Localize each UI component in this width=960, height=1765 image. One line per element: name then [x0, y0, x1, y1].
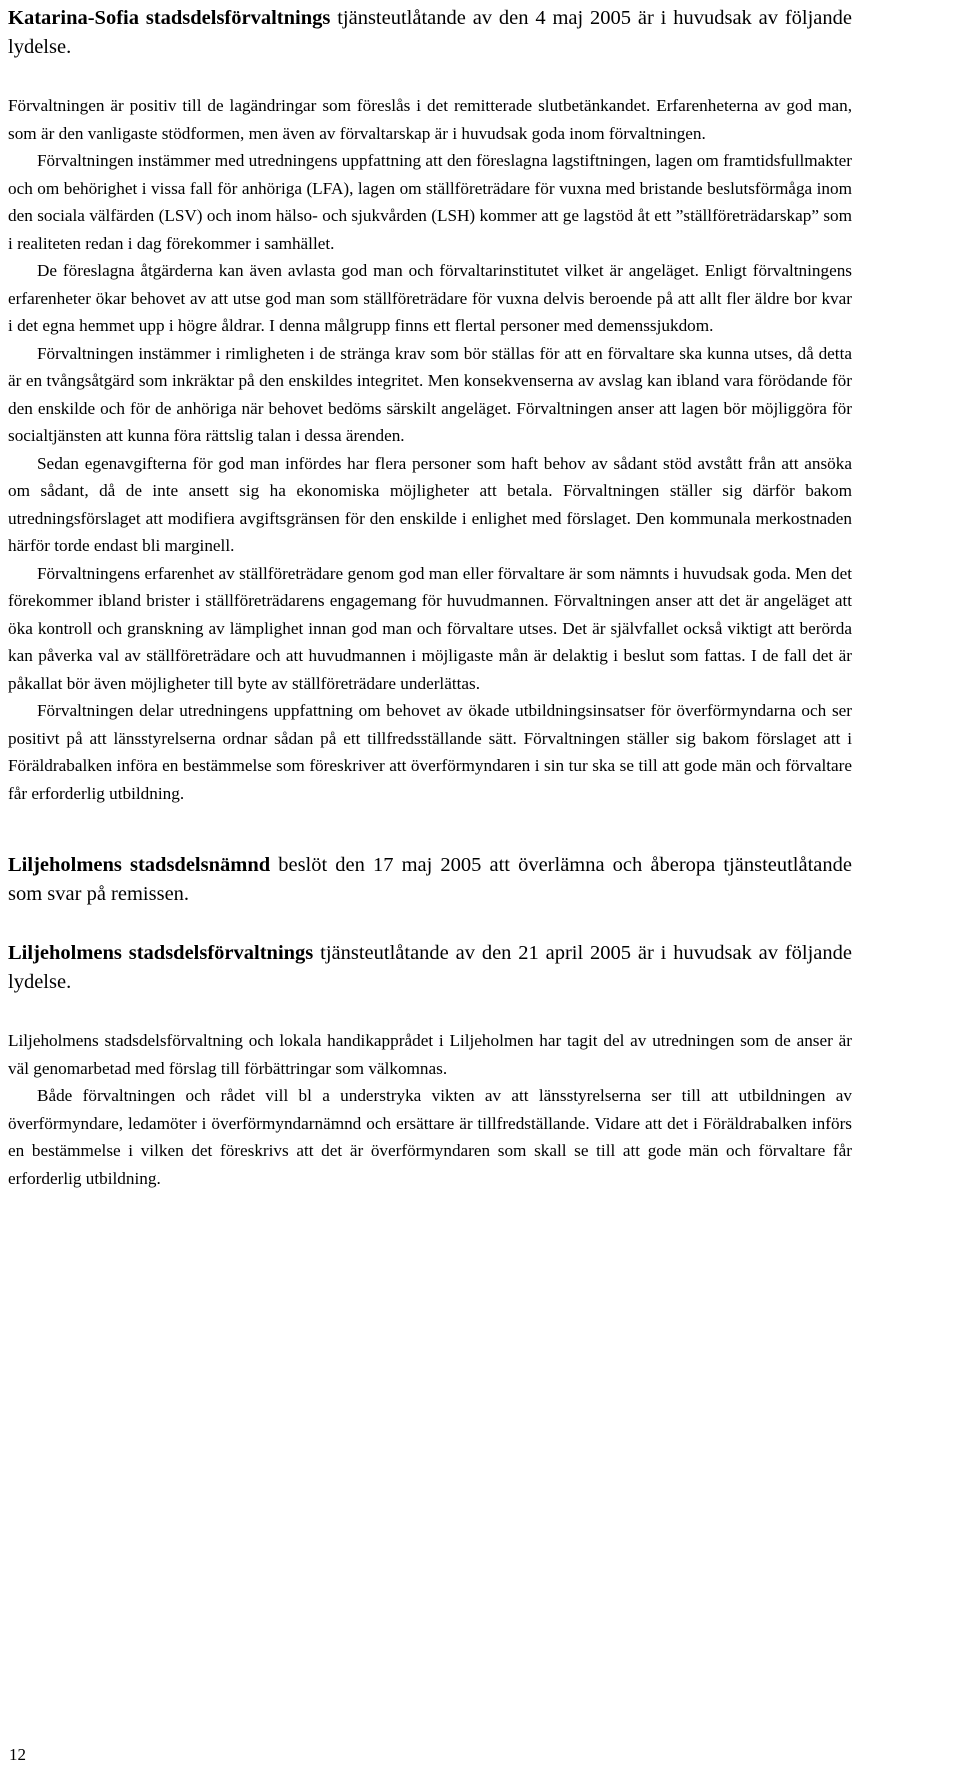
page-number: 12	[9, 1745, 26, 1764]
paragraph: Förvaltningens erfarenhet av ställföreträdare genom god man eller förvaltare är som nämnts i huvudsak goda. Men det förekommer ibland brister i ställföreträdarens engagemang för huvudmannen. Förvaltningen anser att det är angeläget att öka kontroll och granskning av lämplighet innan god man och förvaltare utses. Det är självfallet också viktigt att berörda kan påverka val av ställföreträdare och att huvudmannen i möjligaste mån är delaktig i beslut som fattas. I de fall det är påkallat bör även möjligheter till byte av ställföreträdare underlättas.	[8, 563, 852, 693]
heading-org-name: Liljeholmens stadsdelsnämnd	[8, 854, 271, 876]
heading-org-name: Liljeholmens stadsdelsförvaltnings	[8, 942, 314, 964]
paragraph: Både förvaltningen och rådet vill bl a understryka vikten av att länsstyrelserna ser till att utbildningen av överförmyndare, ledamöter i överförmyndarnämnd och ersättare är tillfredställande. Vidare att det i Föräldrabalken införs en bestämmelse i vilken det föreskrivs att det är överförmyndaren som skall se till att gode män och förvaltare får erforderlig utbildning.	[8, 1086, 852, 1188]
paragraph: Förvaltningen instämmer i rimligheten i de stränga krav som bör ställas för att en förvaltare ska kunna utses, då detta är en tvångsåtgärd som inkräktar på den enskildes integritet. Men konsekvenserna av avslag kan ibland vara förödande för den enskilde och för de anhöriga när behovet bedöms särskilt angeläget. Förvaltningen anser att lagen bör möjliggöra för socialtjänsten att kunna föra rättslig talan i dessa ärenden.	[8, 343, 852, 445]
heading-katarina-sofia	[8, 4, 852, 62]
paragraph: Förvaltningen delar utredningens uppfattning om behovet av ökade utbildningsinsatser för överförmyndarna och ser positivt på att länsstyrelserna ordnar sådan på ett tillfredsställande sätt. Förvaltningen ställer sig bakom förslaget att i Föräldrabalken införa en bestämmelse som föreskriver att överförmyndaren i sin tur ska se till att gode män och förvaltare får erforderlig utbildning.	[8, 701, 852, 803]
paragraph: De föreslagna åtgärderna kan även avlasta god man och förvaltarinstitutet vilket är angeläget. Enligt förvaltningens erfarenheter ökar behovet av att utse god man som ställföreträdare för vuxna delvis beroende på att allt fler äldre bor kvar i det egna hemmet upp i högre åldrar. I denna målgrupp finns ett flertal personer med demenssjukdom.	[8, 261, 852, 335]
heading-text: beslöt den 17 maj 2005 att överlämna och åberopa tjänsteutlåtande som svar på remissen.	[8, 854, 852, 905]
paragraph: Sedan egenavgifterna för god man infördes har flera personer som haft behov av sådant stöd avstått från att ansöka om sådant, då de inte ansett sig ha ekonomiska möjligheter att betala. Förvaltningen ställer sig därför bakom utredningsförslaget att modifiera avgiftsgränsen för den enskilde i enlighet med förslaget. Den kommunala merkostnaden härför torde endast bli marginell.	[8, 453, 852, 555]
paragraph: Förvaltningen är positiv till de lagändringar som föreslås i det remitterade slutbetänkandet. Erfarenheterna av god man, som är den vanligaste stödformen, men även av förvaltarskap är i huvudsak goda inom förvaltningen.	[8, 96, 852, 143]
heading-text: tjänsteutlåtande av den 21 april 2005 är i huvudsak av följande lydelse.	[8, 942, 853, 993]
paragraph: Liljeholmens stadsdelsförvaltning och lokala handikapprådet i Liljeholmen har tagit del av utredningen som de anser är väl genomarbetad med förslag till förbättringar som välkomnas.	[8, 1031, 852, 1078]
document-page	[8, 4, 852, 1192]
heading-liljeholmen-forvaltning	[8, 939, 852, 997]
heading-text: tjänsteutlåtande av den 4 maj 2005 är i huvudsak av följande lydelse.	[8, 7, 853, 58]
paragraph: Förvaltningen instämmer med utredningens uppfattning att den föreslagna lagstiftningen, lagen om framtidsfullmakter och om behörighet i vissa fall för anhöriga (LFA), lagen om ställföreträdare för vuxna med bristande beslutsförmåga inom den sociala välfärden (LSV) och inom hälso- och sjukvården (LSH) kommer att ge lagstöd åt ett ”ställföreträdarskap” som i realiteten redan i dag förekommer i samhället.	[8, 151, 852, 253]
heading-liljeholmen-namnd	[8, 851, 852, 909]
heading-org-name: Katarina-Sofia stadsdelsförvaltnings	[8, 7, 331, 29]
